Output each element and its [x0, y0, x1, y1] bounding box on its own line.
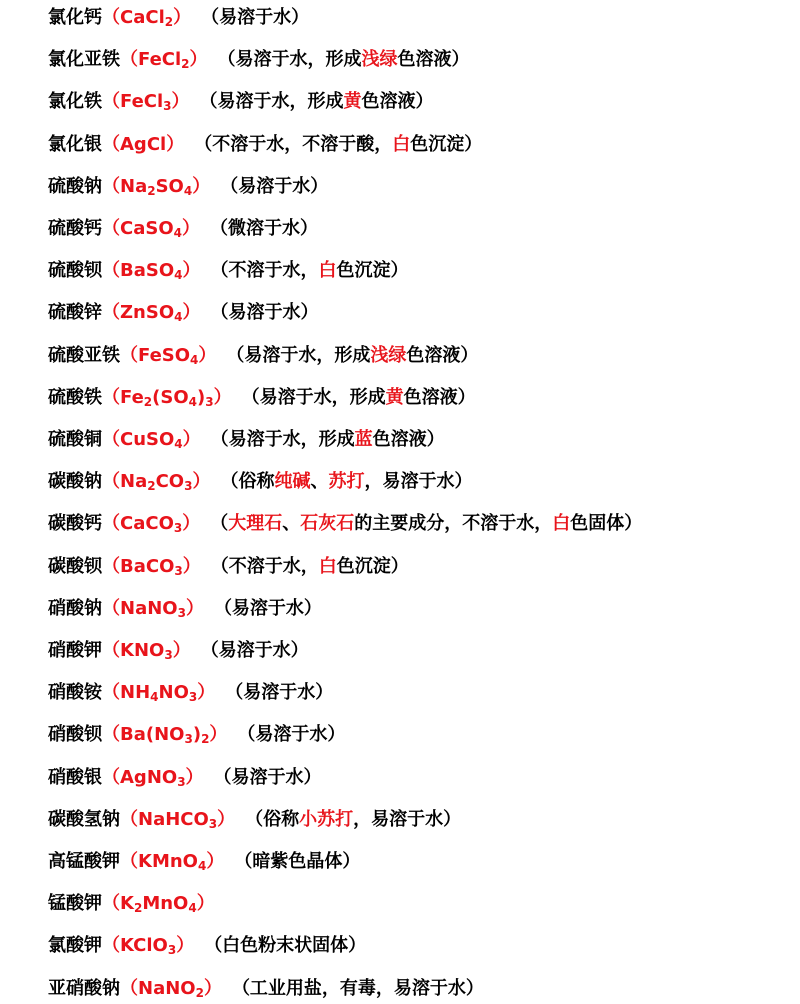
compound-row	[48, 509, 642, 539]
note-highlight: 浅绿	[361, 49, 398, 71]
note-text: （暗紫色晶体）	[234, 851, 361, 872]
formula-text: BaSO	[120, 260, 175, 282]
note-text: （俗称	[220, 471, 275, 493]
formula-text: SO	[155, 175, 184, 197]
formula-close-paren: ）	[213, 386, 232, 408]
compound-row	[48, 3, 309, 33]
formula-close-paren: ）	[171, 91, 190, 113]
formula-subscript: 3	[205, 394, 214, 409]
note-text: （不溶于水，不溶于酸，	[194, 133, 393, 155]
formula-text: KMnO	[138, 851, 198, 872]
formula-subscript: 4	[188, 394, 197, 409]
formula-open-paren: （	[102, 724, 120, 746]
compound-name: 氯化亚铁	[48, 49, 120, 71]
formula-subscript: 3	[164, 648, 173, 662]
compound-name: 氯化钙	[48, 7, 102, 28]
note-text: （易溶于水）	[213, 766, 322, 788]
compound-row	[48, 805, 461, 835]
formula-open-paren: （	[102, 555, 120, 577]
formula-subscript: 4	[197, 859, 207, 873]
note-text: （易溶于水）	[237, 724, 346, 746]
compound-row	[48, 425, 445, 455]
formula-subscript: 3	[167, 943, 177, 958]
formula-close-paren: ）	[206, 851, 225, 872]
formula-subscript: 2	[195, 985, 204, 1000]
compound-row	[48, 678, 333, 708]
note-text: （白色粉末状固体）	[204, 935, 367, 957]
compound-row	[48, 214, 318, 244]
compound-row	[48, 298, 319, 328]
note-text: （易溶于水）	[200, 640, 309, 661]
compound-name: 氯化银	[48, 133, 102, 155]
formula-close-paren: ）	[173, 7, 192, 28]
formula-close-paren: ）	[209, 724, 228, 746]
formula-subscript: 3	[208, 816, 218, 831]
formula-text: )	[192, 724, 202, 746]
formula-close-paren: ）	[172, 640, 191, 661]
formula-open-paren: （	[102, 302, 120, 324]
formula-open-paren: （	[102, 893, 120, 915]
note-highlight: 白	[552, 513, 571, 535]
formula-open-paren: （	[102, 597, 120, 619]
formula-close-paren: ）	[217, 808, 236, 830]
formula-open-paren: （	[120, 977, 138, 999]
note-highlight: 蓝	[354, 429, 373, 450]
note-highlight: 白	[318, 260, 337, 282]
compound-name: 碳酸氢钠	[48, 808, 120, 830]
formula-subscript: 4	[188, 901, 197, 916]
compound-name: 硫酸锌	[48, 302, 102, 324]
compound-name: 碳酸钡	[48, 555, 102, 577]
formula-open-paren: （	[102, 175, 120, 197]
formula-text: CaCl	[120, 7, 165, 28]
formula-open-paren: （	[102, 133, 120, 155]
formula-close-paren: ）	[181, 218, 200, 239]
note-text: 色沉淀）	[410, 133, 483, 155]
compound-row	[48, 172, 328, 202]
formula-subscript: 3	[163, 99, 172, 114]
formula-open-paren: （	[102, 429, 120, 450]
note-text: （不溶于水，	[210, 555, 319, 577]
formula-text: KClO	[120, 935, 168, 957]
formula-open-paren: （	[102, 7, 120, 28]
formula-close-paren: ）	[185, 597, 204, 619]
note-text: 色沉淀）	[336, 260, 409, 282]
note-highlight: 黄	[343, 91, 362, 113]
formula-close-paren: ）	[166, 133, 185, 155]
formula-subscript: 2	[143, 394, 153, 409]
formula-text: ZnSO	[120, 302, 175, 324]
compound-row	[48, 256, 409, 286]
note-text: （易溶于水，形成	[226, 344, 371, 366]
note-highlight: 纯碱	[274, 471, 311, 493]
formula-subscript: 4	[173, 226, 182, 240]
formula-open-paren: （	[102, 260, 120, 282]
formula-text: K	[120, 893, 134, 915]
formula-subscript: 2	[133, 901, 143, 916]
compound-name: 硫酸铁	[48, 386, 102, 408]
note-text: （易溶于水）	[201, 7, 310, 28]
compound-name: 碳酸钠	[48, 471, 102, 493]
compound-name: 硝酸钠	[48, 597, 102, 619]
formula-subscript: 2	[147, 479, 156, 494]
compound-row	[48, 974, 484, 1004]
compound-name: 锰酸钾	[48, 893, 102, 915]
formula-close-paren: ）	[176, 935, 195, 957]
formula-close-paren: ）	[192, 175, 211, 197]
formula-open-paren: （	[102, 513, 120, 535]
formula-text: CaCO	[120, 513, 174, 535]
formula-text: NH	[120, 682, 151, 704]
formula-subscript: 4	[183, 183, 193, 198]
formula-text: MnO	[142, 893, 189, 915]
formula-close-paren: ）	[197, 682, 216, 704]
note-text: （易溶于水，形成	[241, 386, 386, 408]
formula-text: NaNO	[120, 597, 178, 619]
compound-name: 氯酸钾	[48, 935, 102, 957]
note-text: （易溶于水）	[213, 597, 322, 619]
formula-subscript: 4	[174, 310, 183, 325]
formula-open-paren: （	[120, 344, 138, 366]
formula-open-paren: （	[120, 851, 138, 872]
formula-subscript: 3	[173, 521, 183, 536]
formula-text: KNO	[120, 640, 165, 661]
note-highlight: 石灰石	[300, 513, 355, 535]
note-text: （易溶于水，形成	[199, 91, 344, 113]
formula-subscript: 4	[174, 437, 183, 451]
compound-row	[48, 341, 478, 371]
note-text: 色沉淀）	[336, 555, 409, 577]
note-text: 色固体）	[570, 513, 643, 535]
note-text: （易溶于水）	[220, 175, 329, 197]
note-text: （易溶于水）	[210, 302, 319, 324]
compound-name: 硝酸钾	[48, 640, 102, 661]
note-text: （	[210, 513, 229, 535]
formula-close-paren: ）	[192, 471, 211, 493]
formula-subscript: 3	[184, 732, 193, 747]
formula-text: CaSO	[120, 218, 174, 239]
formula-subscript: 3	[184, 479, 193, 494]
note-text: 色溶液）	[372, 429, 445, 450]
formula-text: AgCl	[120, 133, 167, 155]
formula-open-paren: （	[102, 471, 120, 493]
compound-row	[48, 552, 409, 582]
compound-name: 亚硝酸钠	[48, 977, 120, 999]
formula-text: NaNO	[138, 977, 196, 999]
formula-open-paren: （	[102, 218, 120, 239]
formula-close-paren: ）	[182, 513, 201, 535]
note-text: （工业用盐，有毒，易溶于水）	[231, 977, 484, 999]
formula-text: Na	[120, 175, 148, 197]
note-text: （微溶于水）	[209, 218, 318, 239]
formula-subscript: 2	[147, 183, 156, 198]
formula-subscript: 3	[177, 774, 186, 789]
formula-open-paren: （	[120, 49, 138, 71]
note-highlight: 大理石	[228, 513, 283, 535]
formula-close-paren: ）	[203, 977, 222, 999]
formula-open-paren: （	[102, 935, 120, 957]
formula-text: Fe	[120, 386, 144, 408]
formula-subscript: 3	[174, 563, 183, 578]
formula-open-paren: （	[120, 808, 138, 830]
formula-subscript: 3	[177, 605, 186, 620]
compound-row	[48, 889, 215, 919]
compound-name: 硝酸钡	[48, 724, 102, 746]
note-text: 色溶液）	[403, 386, 476, 408]
formula-close-paren: ）	[182, 302, 201, 324]
formula-open-paren: （	[102, 640, 120, 661]
compound-name: 硫酸亚铁	[48, 344, 120, 366]
compound-name: 硫酸钠	[48, 175, 102, 197]
formula-text: AgNO	[120, 766, 178, 788]
note-text: 、	[282, 513, 301, 535]
compound-name: 硫酸钙	[48, 218, 102, 239]
formula-text: CuSO	[120, 429, 175, 450]
formula-text: FeCl	[138, 49, 182, 71]
compound-name: 碳酸钙	[48, 513, 102, 535]
note-text: 的主要成分，不溶于水，	[354, 513, 553, 535]
formula-open-paren: （	[102, 386, 120, 408]
formula-close-paren: ）	[196, 893, 215, 915]
formula-text: FeCl	[120, 91, 164, 113]
formula-open-paren: （	[102, 766, 120, 788]
formula-text: BaCO	[120, 555, 175, 577]
note-highlight: 白	[392, 133, 411, 155]
formula-text: (SO	[152, 386, 189, 408]
note-text: ，易溶于水）	[353, 808, 462, 830]
compound-row	[48, 87, 434, 117]
compound-row	[48, 931, 366, 961]
compound-row	[48, 720, 345, 750]
note-text: （易溶于水）	[225, 682, 334, 704]
note-text: （易溶于水，形成	[210, 429, 355, 450]
formula-text: NaHCO	[138, 808, 209, 830]
formula-close-paren: ）	[182, 429, 201, 450]
compound-name: 高锰酸钾	[48, 851, 120, 872]
compound-name: 硝酸银	[48, 766, 102, 788]
note-text: 、	[310, 471, 329, 493]
note-highlight: 白	[318, 555, 337, 577]
note-text: ，易溶于水）	[364, 471, 473, 493]
formula-subscript: 2	[164, 15, 174, 29]
formula-close-paren: ）	[182, 555, 201, 577]
formula-close-paren: ）	[185, 766, 204, 788]
compound-name: 硫酸铜	[48, 429, 102, 450]
compound-name: 硝酸铵	[48, 682, 102, 704]
note-highlight: 黄	[385, 386, 404, 408]
compound-row	[48, 383, 476, 413]
compound-name: 氯化铁	[48, 91, 102, 113]
formula-open-paren: （	[102, 682, 120, 704]
compound-row	[48, 847, 360, 877]
formula-text: FeSO	[138, 344, 191, 366]
note-text: （俗称	[245, 808, 300, 830]
formula-close-paren: ）	[182, 260, 201, 282]
formula-text: NO	[158, 682, 189, 704]
compound-row	[48, 636, 309, 666]
note-text: 色溶液）	[361, 91, 434, 113]
formula-subscript: 2	[181, 57, 190, 72]
note-text: 色溶液）	[406, 344, 479, 366]
formula-subscript: 3	[188, 690, 198, 705]
formula-close-paren: ）	[198, 344, 217, 366]
formula-text: Ba(NO	[120, 724, 185, 746]
compound-row	[48, 130, 482, 160]
formula-open-paren: （	[102, 91, 120, 113]
formula-text: Na	[120, 471, 148, 493]
note-text: 色溶液）	[397, 49, 470, 71]
formula-text: )	[197, 386, 206, 408]
formula-subscript: 4	[174, 268, 183, 283]
note-highlight: 小苏打	[299, 808, 354, 830]
note-text: （不溶于水，	[210, 260, 319, 282]
note-highlight: 浅绿	[370, 344, 407, 366]
formula-close-paren: ）	[189, 49, 208, 71]
note-text: （易溶于水，形成	[217, 49, 362, 71]
note-highlight: 苏打	[328, 471, 365, 493]
compound-row	[48, 45, 470, 75]
formula-subscript: 4	[150, 690, 159, 705]
formula-text: CO	[155, 471, 185, 493]
compound-row	[48, 763, 322, 793]
formula-subscript: 2	[201, 732, 210, 747]
compound-row	[48, 594, 322, 624]
formula-subscript: 4	[190, 352, 199, 367]
compound-name: 硫酸钡	[48, 260, 102, 282]
compound-row	[48, 467, 472, 497]
